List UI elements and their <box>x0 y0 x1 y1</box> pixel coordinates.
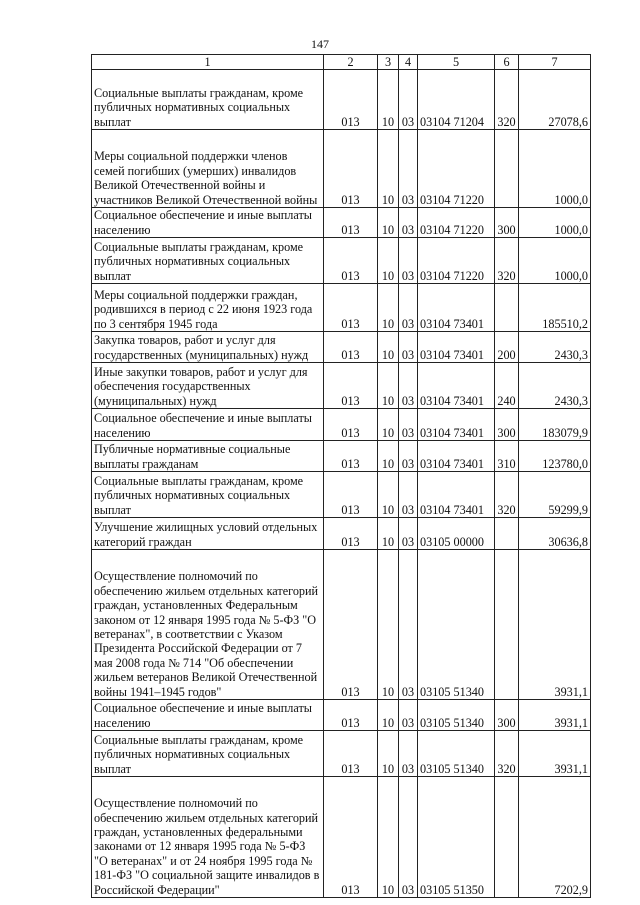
expense-name: Социальные выплаты гражданам, кроме публичных нормативных социальных выплат <box>92 472 324 518</box>
amount: 7202,9 <box>519 777 591 898</box>
column-header: 2 <box>324 55 378 70</box>
ministry-code: 013 <box>324 238 378 284</box>
amount: 123780,0 <box>519 441 591 472</box>
expense-type-code <box>495 518 519 550</box>
ministry-code: 013 <box>324 130 378 208</box>
subsection-code: 03 <box>399 472 418 518</box>
expense-name: Социальные выплаты гражданам, кроме публичных нормативных социальных выплат <box>92 238 324 284</box>
column-header: 1 <box>92 55 324 70</box>
column-header: 7 <box>519 55 591 70</box>
column-header: 6 <box>495 55 519 70</box>
target-article-code: 03104 73401 <box>418 284 495 332</box>
section-code: 10 <box>378 284 399 332</box>
subsection-code: 03 <box>399 409 418 441</box>
expense-type-code <box>495 550 519 700</box>
budget-table <box>91 54 591 898</box>
section-code: 10 <box>378 332 399 363</box>
expense-type-code: 320 <box>495 731 519 777</box>
amount: 1000,0 <box>519 238 591 284</box>
target-article-code: 03104 73401 <box>418 363 495 409</box>
column-header: 5 <box>418 55 495 70</box>
target-article-code: 03104 73401 <box>418 332 495 363</box>
ministry-code: 013 <box>324 518 378 550</box>
amount: 27078,6 <box>519 70 591 130</box>
amount: 2430,3 <box>519 363 591 409</box>
ministry-code: 013 <box>324 700 378 731</box>
expense-type-code: 200 <box>495 332 519 363</box>
table-row <box>92 472 591 518</box>
ministry-code: 013 <box>324 441 378 472</box>
expense-name: Осуществление полномочий по обеспечению жильем отдельных категорий граждан, установленных Федеральным законом от 12 января 1995 года № 5-ФЗ "О ветеранах", в соответствии с Указом Президента Российской Федерации от 7 мая 2008 года № 714 "Об обеспечении жильем ветеранов Великой Отечественной войны 1941–1945 годов" <box>92 550 324 700</box>
expense-name: Социальное обеспечение и иные выплаты населению <box>92 700 324 731</box>
page-number: 147 <box>311 37 329 51</box>
section-code: 10 <box>378 472 399 518</box>
target-article-code: 03105 51340 <box>418 550 495 700</box>
expense-name: Закупка товаров, работ и услуг для государственных (муниципальных) нужд <box>92 332 324 363</box>
ministry-code: 013 <box>324 284 378 332</box>
expense-type-code: 310 <box>495 441 519 472</box>
expense-type-code: 300 <box>495 409 519 441</box>
section-code: 10 <box>378 208 399 238</box>
section-code: 10 <box>378 130 399 208</box>
expense-name: Социальное обеспечение и иные выплаты населению <box>92 208 324 238</box>
table-row <box>92 363 591 409</box>
amount: 1000,0 <box>519 130 591 208</box>
subsection-code: 03 <box>399 777 418 898</box>
section-code: 10 <box>378 550 399 700</box>
table-row <box>92 550 591 700</box>
expense-type-code: 240 <box>495 363 519 409</box>
amount: 30636,8 <box>519 518 591 550</box>
ministry-code: 013 <box>324 731 378 777</box>
table-row <box>92 238 591 284</box>
expense-type-code <box>495 284 519 332</box>
subsection-code: 03 <box>399 518 418 550</box>
amount: 3931,1 <box>519 731 591 777</box>
target-article-code: 03105 51350 <box>418 777 495 898</box>
section-code: 10 <box>378 238 399 284</box>
table-row <box>92 332 591 363</box>
ministry-code: 013 <box>324 550 378 700</box>
subsection-code: 03 <box>399 363 418 409</box>
target-article-code: 03104 73401 <box>418 441 495 472</box>
section-code: 10 <box>378 363 399 409</box>
amount: 183079,9 <box>519 409 591 441</box>
table-row <box>92 130 591 208</box>
ministry-code: 013 <box>324 332 378 363</box>
amount: 59299,9 <box>519 472 591 518</box>
subsection-code: 03 <box>399 332 418 363</box>
ministry-code: 013 <box>324 409 378 441</box>
target-article-code: 03105 51340 <box>418 700 495 731</box>
column-header: 3 <box>378 55 399 70</box>
table-row <box>92 70 591 130</box>
target-article-code: 03105 51340 <box>418 731 495 777</box>
ministry-code: 013 <box>324 208 378 238</box>
target-article-code: 03104 71220 <box>418 238 495 284</box>
subsection-code: 03 <box>399 130 418 208</box>
expense-name: Социальные выплаты гражданам, кроме публичных нормативных социальных выплат <box>92 731 324 777</box>
ministry-code: 013 <box>324 363 378 409</box>
amount: 2430,3 <box>519 332 591 363</box>
subsection-code: 03 <box>399 208 418 238</box>
expense-type-code: 300 <box>495 208 519 238</box>
expense-type-code <box>495 130 519 208</box>
subsection-code: 03 <box>399 441 418 472</box>
target-article-code: 03104 73401 <box>418 472 495 518</box>
section-code: 10 <box>378 441 399 472</box>
expense-name: Улучшение жилищных условий отдельных категорий граждан <box>92 518 324 550</box>
subsection-code: 03 <box>399 731 418 777</box>
section-code: 10 <box>378 777 399 898</box>
expense-name: Осуществление полномочий по обеспечению жильем отдельных категорий граждан, установленных федеральными законами от 12 января 1995 года № 5-ФЗ "О ветеранах" и от 24 ноября 1995 года № 181-ФЗ "О социальной защите инвалидов в Российской Федерации" <box>92 777 324 898</box>
subsection-code: 03 <box>399 238 418 284</box>
section-code: 10 <box>378 409 399 441</box>
subsection-code: 03 <box>399 284 418 332</box>
table-row <box>92 777 591 898</box>
subsection-code: 03 <box>399 700 418 731</box>
amount: 3931,1 <box>519 550 591 700</box>
expense-type-code: 300 <box>495 700 519 731</box>
table-row <box>92 731 591 777</box>
expense-type-code: 320 <box>495 70 519 130</box>
subsection-code: 03 <box>399 550 418 700</box>
target-article-code: 03104 71220 <box>418 130 495 208</box>
ministry-code: 013 <box>324 70 378 130</box>
expense-name: Социальное обеспечение и иные выплаты населению <box>92 409 324 441</box>
expense-type-code: 320 <box>495 238 519 284</box>
amount: 1000,0 <box>519 208 591 238</box>
table-row <box>92 208 591 238</box>
section-code: 10 <box>378 70 399 130</box>
amount: 3931,1 <box>519 700 591 731</box>
expense-name: Иные закупки товаров, работ и услуг для обеспечения государственных (муниципальных) нужд <box>92 363 324 409</box>
subsection-code: 03 <box>399 70 418 130</box>
expense-name: Социальные выплаты гражданам, кроме публичных нормативных социальных выплат <box>92 70 324 130</box>
ministry-code: 013 <box>324 472 378 518</box>
section-code: 10 <box>378 700 399 731</box>
section-code: 10 <box>378 731 399 777</box>
amount: 185510,2 <box>519 284 591 332</box>
target-article-code: 03104 71220 <box>418 208 495 238</box>
table-header-row <box>92 55 591 70</box>
expense-type-code <box>495 777 519 898</box>
target-article-code: 03105 00000 <box>418 518 495 550</box>
target-article-code: 03104 73401 <box>418 409 495 441</box>
table-row <box>92 518 591 550</box>
expense-type-code: 320 <box>495 472 519 518</box>
table-row <box>92 284 591 332</box>
expense-name: Меры социальной поддержки граждан, родившихся в период с 22 июня 1923 года по 3 сентября 1945 года <box>92 284 324 332</box>
section-code: 10 <box>378 518 399 550</box>
target-article-code: 03104 71204 <box>418 70 495 130</box>
expense-name: Публичные нормативные социальные выплаты гражданам <box>92 441 324 472</box>
table-row <box>92 409 591 441</box>
ministry-code: 013 <box>324 777 378 898</box>
table-row <box>92 700 591 731</box>
expense-name: Меры социальной поддержки членов семей погибших (умерших) инвалидов Великой Отечественной войны и участников Великой Отечественной войны <box>92 130 324 208</box>
column-header: 4 <box>399 55 418 70</box>
table-row <box>92 441 591 472</box>
table-body <box>92 70 591 898</box>
